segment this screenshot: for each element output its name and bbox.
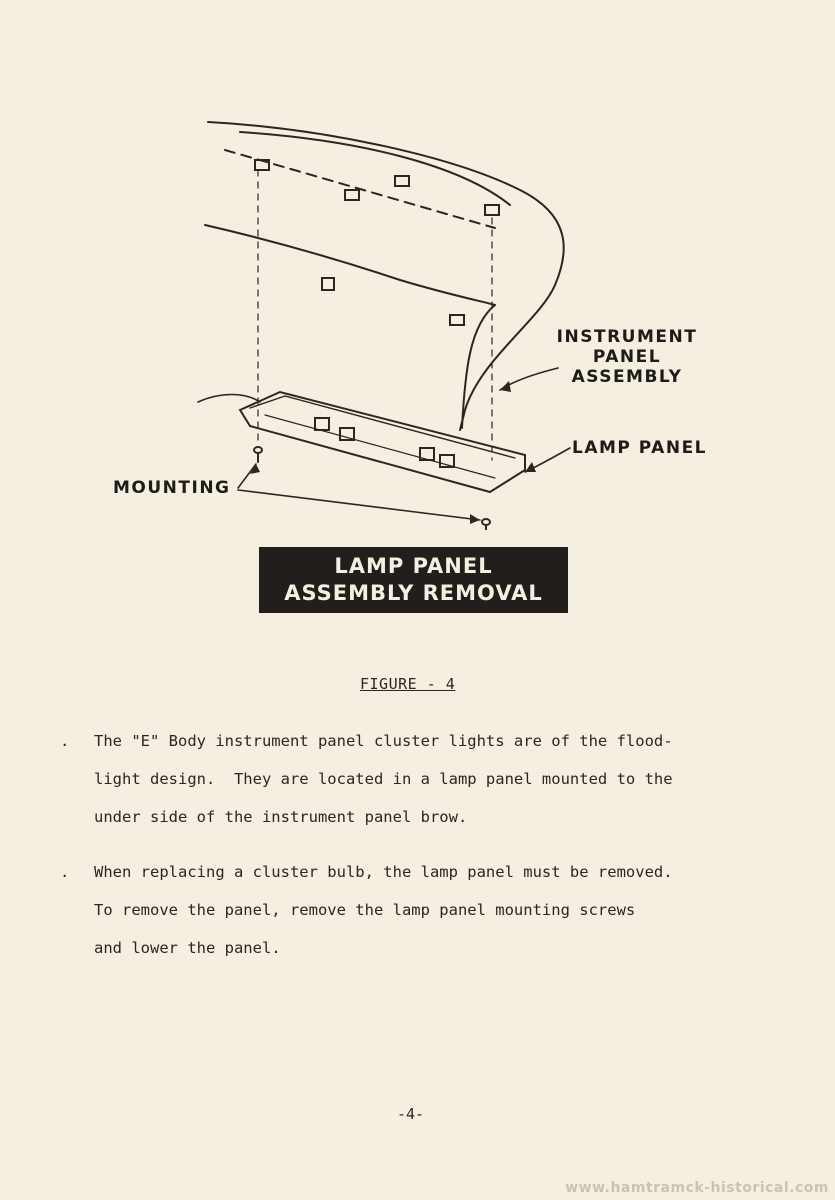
callout-ipa-line-3: ASSEMBLY: [571, 367, 683, 387]
lamp-panel-body: [240, 392, 525, 492]
paragraph-1-bullet: .: [60, 732, 70, 750]
paragraph-2-line-2: To remove the panel, remove the lamp panel mounting screws: [94, 901, 636, 919]
figure-caption: FIGURE - 4: [360, 675, 456, 693]
leader-mounting-left: [238, 464, 256, 488]
clip-6: [450, 315, 464, 325]
lamp-wire: [198, 395, 260, 403]
callout-ipa-line-1: INSTRUMENT: [556, 327, 698, 347]
figure-title-line-2: ASSEMBLY REMOVAL: [284, 581, 543, 605]
paragraph-1: [60, 722, 800, 836]
brow-lower-lip: [205, 225, 495, 305]
callout-ipa-line-2: PANEL: [592, 347, 662, 367]
callout-lamp-panel: LAMP PANEL: [572, 438, 708, 458]
lamp-socket-1: [315, 418, 329, 430]
lamp-panel-illustration: [100, 110, 740, 530]
clip-2: [345, 190, 359, 200]
mounting-screw-left: [254, 447, 262, 462]
figure-title-box: [259, 547, 568, 613]
leader-mounting-right: [238, 490, 480, 520]
paragraph-1-line-1: The "E" Body instrument panel cluster lights are of the flood-: [94, 732, 673, 750]
callout-instrument-panel-assembly: [552, 327, 702, 387]
paragraph-1-line-2: light design. They are located in a lamp panel mounted to the: [94, 770, 673, 788]
paragraph-2-line-1: When replacing a cluster bulb, the lamp panel must be removed.: [94, 863, 673, 881]
callout-mounting: MOUNTING: [113, 478, 231, 498]
lamp-panel-top: [250, 396, 515, 458]
paragraph-2: [60, 853, 800, 967]
illustration-drawing: [100, 110, 740, 530]
clip-4: [485, 205, 499, 215]
clip-5: [322, 278, 334, 290]
clip-3: [395, 176, 409, 186]
paragraph-2-line-3: and lower the panel.: [94, 939, 281, 957]
paragraph-1-line-3: under side of the instrument panel brow.: [94, 808, 468, 826]
figure-title-line-1: LAMP PANEL: [334, 554, 493, 578]
page-number: -4-: [397, 1105, 425, 1123]
mounting-screw-right: [482, 519, 490, 530]
watermark: www.hamtramck-historical.com: [565, 1180, 829, 1196]
paragraph-2-bullet: .: [60, 863, 70, 881]
